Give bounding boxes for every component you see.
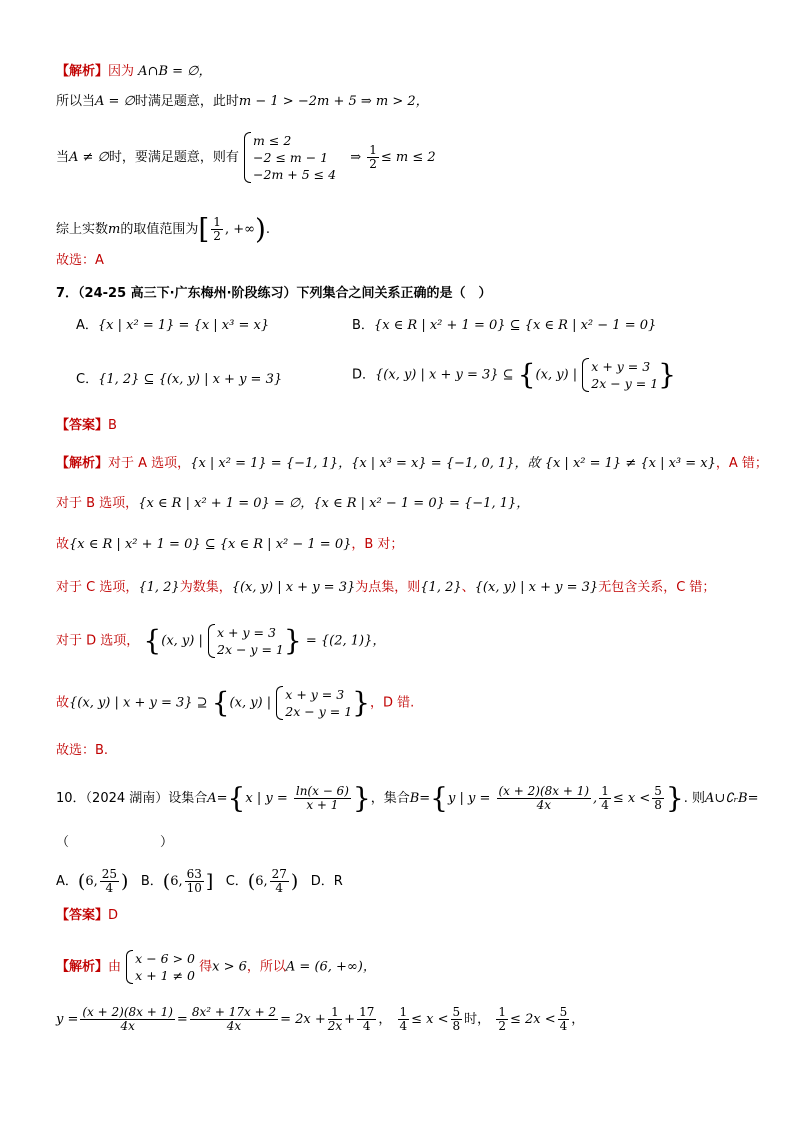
q7-analysis-d: 对于 D 选项， {(x, y) | x + y = 3 2x − y = 1 } = {(2, 1)}， bbox=[56, 624, 386, 657]
q7-analysis-b2: 故{x ∈ R | x² + 1 = 0} ⊆ {x ∈ R | x² − 1 = 0}，B 对； bbox=[56, 537, 404, 552]
solution-line-3: 当A ≠ ∅时，要满足题意，则有 m ≤ 2 −2 ≤ m − 1 −2m + 5 ≤ 4 ⇒ $\frac{1}{2}$ ≤ m ≤ 2 bbox=[56, 133, 436, 182]
q7-analysis-a: 【解析】对于 A 选项，{x | x² = 1} = {−1, 1}，{x | x³ = x} = {−1, 0, 1}，故 {x | x² = 1} ≠ {x | x³ = x}，A 错； bbox=[56, 456, 768, 471]
answer-line-10: 【答案】D bbox=[56, 908, 119, 923]
q10-options: A．(6, $\frac{25}{4}$ ) B．(6, $\frac{63}{10}$ ] C．(6, $\frac{27}{4}$ ) D．R bbox=[56, 867, 343, 895]
q7-option-a: A．{x | x² = 1} = {x | x³ = x} bbox=[76, 318, 270, 333]
q7-option-c: C．{1, 2} ⊆ {(x, y) | x + y = 3} bbox=[76, 372, 283, 387]
q10-paren: （ ） bbox=[56, 835, 174, 850]
q7-option-d: D．{(x, y) | x + y = 3} ⊆ {(x, y) | x + y = 3 2x − y = 1 } bbox=[352, 358, 676, 391]
q7-analysis-c: 对于 C 选项，{1, 2}为数集，{(x, y) | x + y = 3}为点集，则{1, 2}、{(x, y) | x + y = 3}无包含关系，C 错； bbox=[56, 580, 716, 595]
q7-option-b: B．{x ∈ R | x² + 1 = 0} ⊆ {x ∈ R | x² − 1 = 0} bbox=[352, 318, 657, 333]
choose-line-7: 故选：B. bbox=[56, 743, 109, 758]
solution-line-4: 综上实数m的取值范围为[ $\frac{1}{2}$ , +∞). bbox=[56, 212, 271, 246]
q10-analysis-2: y = $\frac{(x + 2)(8x + 1)}{4x}$ = $\frac{\text{8x² + 17x + 2}}{4x}$ = 2x + $\frac{1}{2x}$ + $\frac{17}{4}$ ， $\frac{1}{4}$ ≤ x < $\frac{5}{8}$ 时， $\frac{1}{2}$ ≤ 2x < $\frac{5}{4}$ ， bbox=[56, 1005, 585, 1033]
q10-analysis-1: 【解析】由 x − 6 > 0 x + 1 ≠ 0 得x > 6，所以A = (6, +∞)， bbox=[56, 951, 376, 983]
q7-analysis-b: 对于 B 选项，{x ∈ R | x² + 1 = 0} = ∅，{x ∈ R | x² − 1 = 0} = {−1, 1}， bbox=[56, 496, 530, 511]
question-10-stem: 10．（2024 湖南）设集合A={x | y = $\frac{\ln(x - 6)}{x + 1}$ }，集合B={y | y = $\frac{(x + 2)(8x + 1)}{4x}$ , $\frac{1}{4}$ ≤ x < $\frac{5}{8}$ }. 则A∪∁ᵣB= bbox=[56, 781, 759, 815]
choose-line-1: 故选：A bbox=[56, 253, 104, 268]
question-7-stem: 7．（24-25 高三下·广东梅州·阶段练习）下列集合之间关系正确的是（ ） bbox=[56, 286, 492, 301]
solution-line-1: 【解析】因为 A∩B = ∅， bbox=[56, 64, 212, 79]
inequality-system: m ≤ 2 −2 ≤ m − 1 −2m + 5 ≤ 4 bbox=[243, 132, 336, 183]
solution-line-2: 所以当A = ∅时满足题意，此时m − 1 > −2m + 5 ⇒ m > 2， bbox=[56, 94, 429, 109]
answer-line-7: 【答案】B bbox=[56, 418, 117, 433]
analysis-tag: 【解析】 bbox=[56, 64, 109, 79]
q7-analysis-d2: 故{(x, y) | x + y = 3} ⊇ {(x, y) | x + y = 3 2x − y = 1 }，D 错. bbox=[56, 686, 415, 719]
